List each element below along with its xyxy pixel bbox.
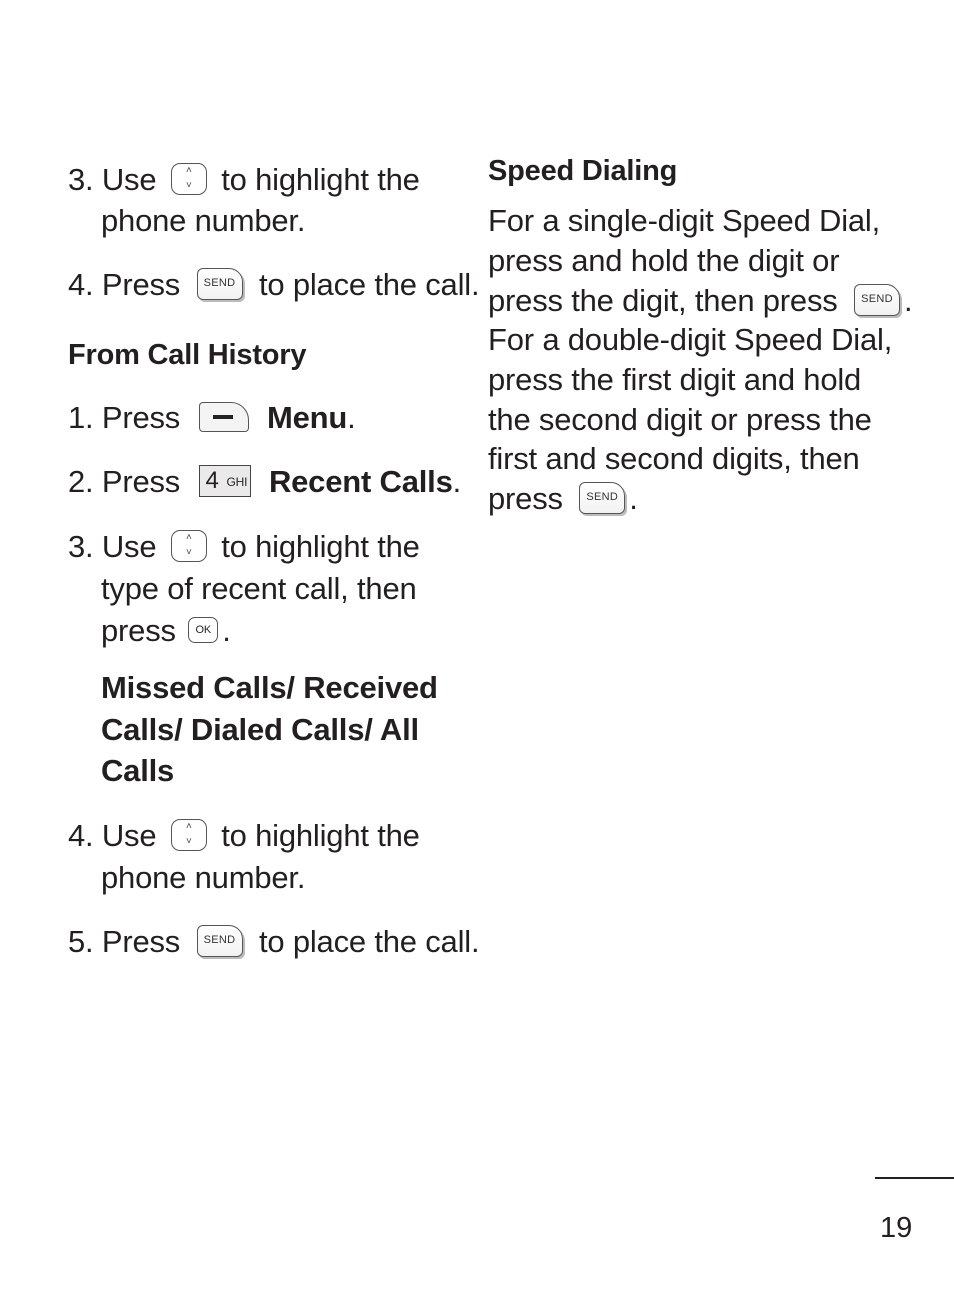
step-4-press-send <box>68 265 479 305</box>
footer-rule <box>875 1177 954 1179</box>
send-key-icon: SEND <box>197 925 243 957</box>
punctuation: . <box>629 481 638 516</box>
menu-label: Menu <box>266 400 348 435</box>
speed-dial-text-line: first and second digits, then <box>488 441 860 476</box>
history-step-3 <box>68 527 420 567</box>
history-step-4 <box>68 816 420 856</box>
number-4-key-icon: 4 GHI <box>199 465 251 497</box>
navigation-key-icon: ˄ ˅ <box>171 530 207 562</box>
navigation-key-icon: ˄ ˅ <box>171 163 207 195</box>
speed-dial-text-line: For a single-digit Speed Dial, <box>488 203 881 238</box>
recent-calls-label: Recent Calls <box>268 464 453 499</box>
speed-dial-text-line: For a double-digit Speed Dial, <box>488 322 893 357</box>
step-text: 3. Use <box>68 162 157 197</box>
step-text: to highlight the <box>221 529 420 564</box>
speed-dial-text-line: the second digit or press the <box>488 402 872 437</box>
step-text: 4. Press <box>68 267 181 302</box>
speed-dial-text-line <box>488 479 638 519</box>
navigation-key-icon: ˄ ˅ <box>171 819 207 851</box>
step-text: 5. Press <box>68 924 181 959</box>
history-step-2 <box>68 462 461 502</box>
step-text: press <box>101 613 176 648</box>
ok-key-icon: OK <box>188 617 218 643</box>
step-text: press the digit, then press <box>488 283 838 318</box>
speed-dial-text-line: press the first digit and hold <box>488 362 862 397</box>
call-types-line-2: Calls/ Dialed Calls/ All <box>101 712 419 747</box>
call-types-line-1: Missed Calls/ Received <box>101 670 438 705</box>
history-step-4-line2: phone number. <box>101 860 306 895</box>
page-number: 19 <box>880 1212 913 1244</box>
step-text: press <box>488 481 563 516</box>
call-types-line-3: Calls <box>101 753 175 788</box>
step-text: to highlight the <box>221 162 420 197</box>
punctuation: . <box>904 283 913 318</box>
history-step-1 <box>68 398 356 438</box>
send-key-icon: SEND <box>579 482 625 514</box>
history-step-5 <box>68 922 479 962</box>
section-heading-speed-dialing: Speed Dialing <box>488 155 678 187</box>
left-soft-key-icon <box>199 402 249 432</box>
section-heading-call-history: From Call History <box>68 339 307 371</box>
punctuation: . <box>452 464 462 499</box>
step-3-continued: phone number. <box>101 203 306 238</box>
step-text: 3. Use <box>68 529 157 564</box>
step-3-use-nav <box>68 160 420 200</box>
step-text: to highlight the <box>221 818 420 853</box>
send-key-icon: SEND <box>854 284 900 316</box>
step-text: 4. Use <box>68 818 157 853</box>
speed-dial-text-line: press and hold the digit or <box>488 243 840 278</box>
step-text: 1. Press <box>68 400 181 435</box>
step-text: 2. Press <box>68 464 181 499</box>
history-step-3-line3 <box>101 611 231 651</box>
speed-dial-text-line <box>488 281 912 321</box>
punctuation: . <box>222 613 231 648</box>
punctuation: . <box>347 400 356 435</box>
history-step-3-line2: type of recent call, then <box>101 571 417 606</box>
step-text: to place the call. <box>258 924 480 959</box>
step-text: to place the call. <box>258 267 480 302</box>
send-key-icon: SEND <box>197 268 243 300</box>
